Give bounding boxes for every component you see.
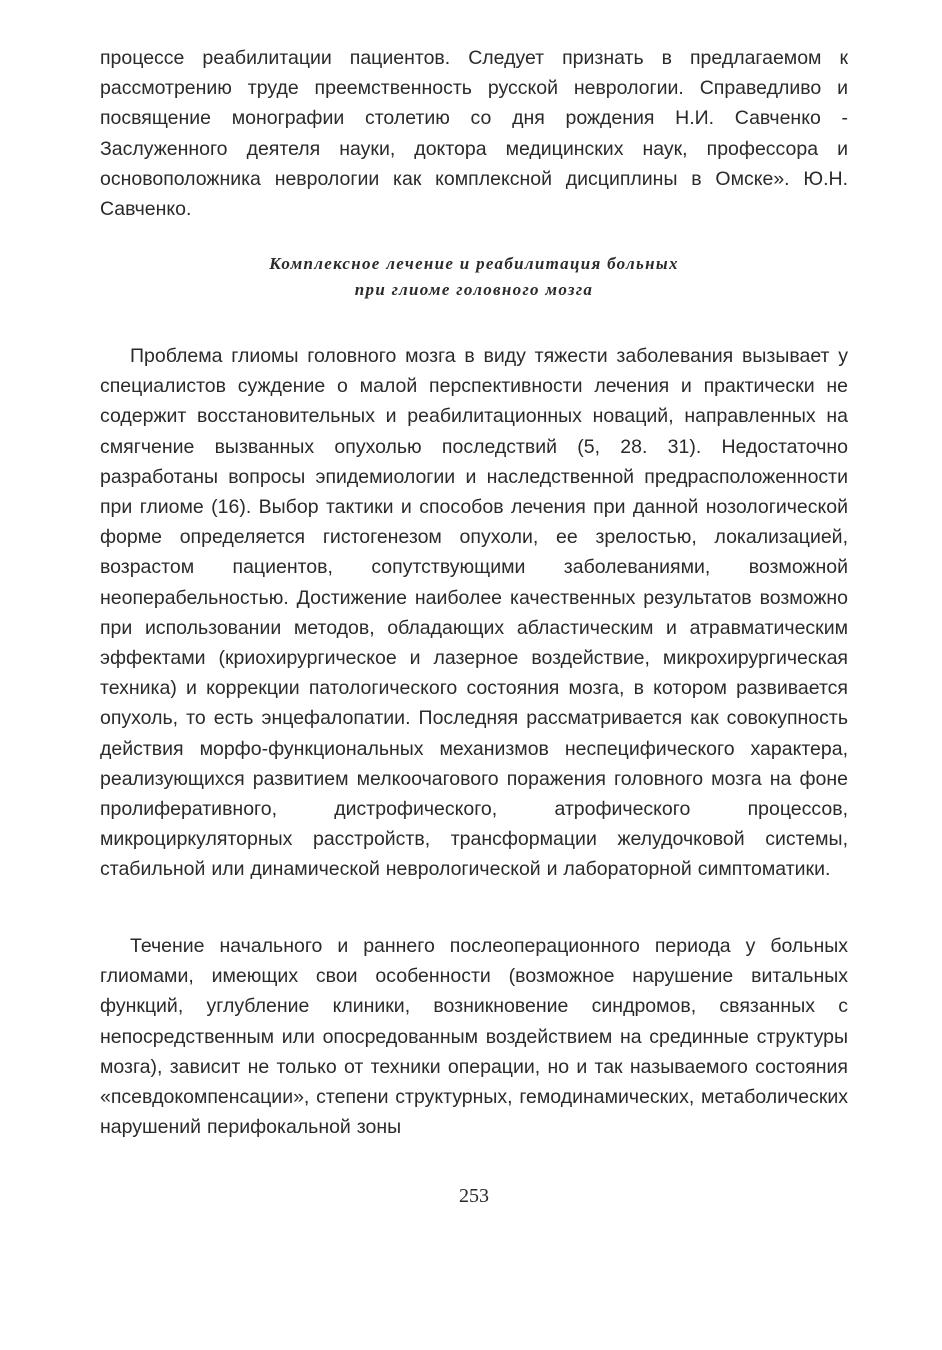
section-heading-line-1: Комплексное лечение и реабилитация больных	[269, 254, 679, 273]
body-paragraph-2: Течение начального и раннего послеоперационного периода у больных глиомами, имеющих свои особенности (возможное нарушение витальных функций, углубление клиники, возникновение синдромов, связанных с непосредственным или опосредованным воздействием на срединные структуры мозга), зависит не только от техники операции, но и так называемого состояния «псевдокомпенсации», степени структурных, гемодинамических, метаболических нарушений перифокальной зоны	[100, 935, 848, 1139]
intro-paragraph: процессе реабилитации пациентов. Следует признать в предлагаемом к рассмотрению труде преемственность русской неврологии. Справедливо и посвящение монографии столетию со дня рождения Н.И. Савченко - Заслуженного деятеля науки, доктора медицинских наук, профессора и основоположника неврологии как комплексной дисциплины в Омске». Ю.Н. Савченко.	[100, 47, 848, 221]
page-number: 253	[459, 1185, 489, 1207]
section-heading-line-2: при глиоме головного мозга	[354, 280, 594, 299]
body-paragraph-1: Проблема глиомы головного мозга в виду тяжести заболевания вызывает у специалистов суждение о малой перспективности лечения и практически не содержит восстановительных и реабилитационных новаций, направленных на смягчение вызванных опухолью последствий (5, 28. 31). Недостаточно разработаны вопросы эпидемиологии и наследственной предрасположенности при глиоме (16). Выбор тактики и способов лечения при данной нозологической форме определяется гистогенезом опухоли, ее зрелостью, локализацией, возрастом пациентов, сопутствующими заболеваниями, возможной неоперабельностью. Достижение наиболее качественных результатов возможно при использовании методов, обладающих абластическим и атравматическим эффектами (криохирургическое и лазерное воздействие, микрохирургическая техника) и коррекции патологического состояния мозга, в котором развивается опухоль, то есть энцефалопатии. Последняя рассматривается как совокупность действия морфо-функциональных механизмов неспецифического характера, реализующихся развитием мелкоочагового поражения головного мозга на фоне пролиферативного, дистрофического, атрофического процессов, микроциркуляторных расстройств, трансформации желудочковой системы, стабильной или динамической неврологической и лабораторной симптоматики.	[100, 345, 848, 881]
section-heading	[100, 251, 848, 303]
